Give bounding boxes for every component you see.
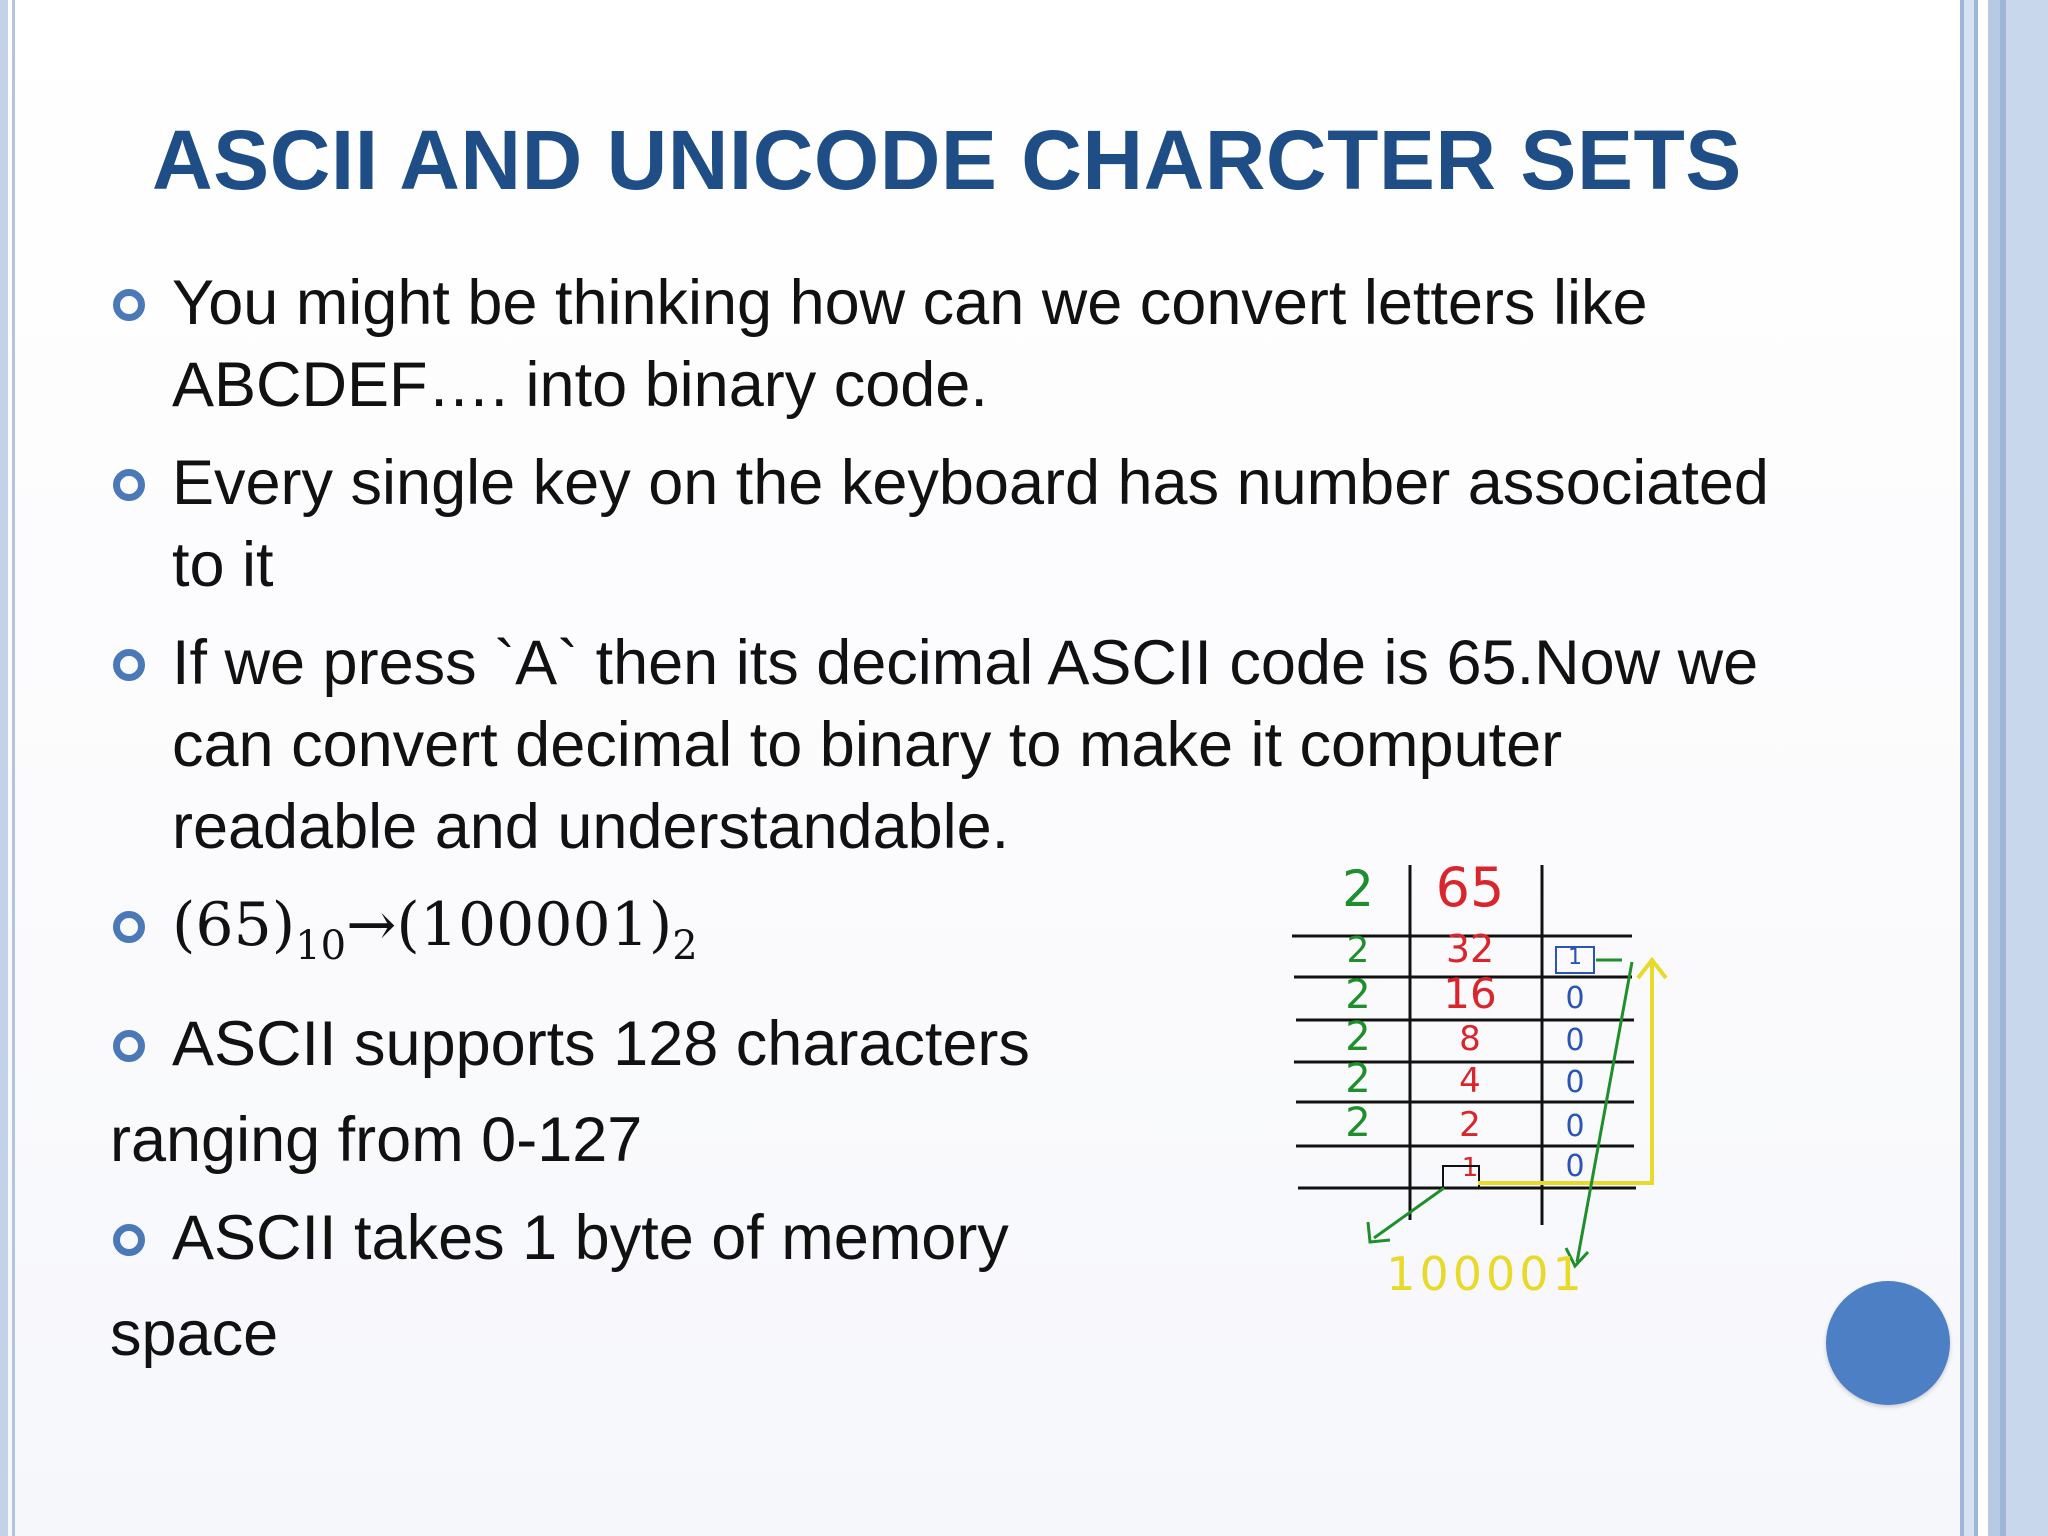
bullet-text-line: ABCDEF…. into binary code. bbox=[172, 350, 988, 420]
divisor-value: 2 bbox=[1346, 930, 1370, 971]
left-border-line-inner bbox=[12, 0, 15, 1536]
bullet-text-line: ASCII takes 1 byte of memory bbox=[172, 1203, 1009, 1273]
quotient-value: 2 bbox=[1459, 1105, 1481, 1145]
slide-title: ASCII AND UNICODE CHARCTER SETS bbox=[152, 113, 1742, 207]
right-frame-stripe bbox=[2006, 0, 2048, 1536]
bullet-item bbox=[110, 622, 1930, 868]
binary-conversion-diagram bbox=[1270, 850, 1690, 1320]
bullet-text-line: If we press `A` then its decimal ASCII code is 65.Now we bbox=[172, 628, 1759, 698]
continuation-text: ranging from 0-127 bbox=[110, 1105, 643, 1175]
formula-decimal-base: 10 bbox=[295, 923, 347, 969]
arrow-icon: → bbox=[346, 890, 397, 960]
bullet-text-line: can convert decimal to binary to make it computer bbox=[172, 710, 1563, 780]
continuation-text: space bbox=[110, 1299, 279, 1369]
left-border-line bbox=[0, 0, 8, 1536]
decorative-circle bbox=[1826, 1281, 1950, 1405]
remainder-value: 0 bbox=[1565, 981, 1585, 1016]
divisor-value: 2 bbox=[1345, 1100, 1371, 1146]
binary-result: 100001 bbox=[1386, 1247, 1586, 1301]
bullet-text-line: readable and understandable. bbox=[172, 792, 1010, 862]
right-frame-stripe bbox=[1978, 0, 1988, 1536]
bullet-ring-icon bbox=[113, 649, 145, 681]
divisor-value: 2 bbox=[1345, 1014, 1371, 1060]
quotient-value: 65 bbox=[1435, 856, 1505, 919]
green-arrow-line bbox=[1577, 962, 1632, 1262]
bullet-ring-icon bbox=[113, 911, 145, 943]
divisor-value: 2 bbox=[1345, 1056, 1371, 1102]
bullet-ring-icon bbox=[113, 469, 145, 501]
quotient-value: 4 bbox=[1459, 1061, 1481, 1101]
formula-decimal: 65 bbox=[195, 890, 272, 960]
bullet-text-line: ASCII supports 128 characters bbox=[172, 1009, 1030, 1079]
bullet-ring-icon bbox=[113, 289, 145, 321]
remainder-value: 0 bbox=[1565, 1109, 1585, 1144]
bullet-item bbox=[110, 262, 1930, 426]
right-frame-stripe bbox=[1988, 0, 2000, 1536]
green-arrow-head bbox=[1368, 1222, 1390, 1242]
bullet-text-line: Every single key on the keyboard has number associated bbox=[172, 448, 1769, 518]
quotient-value: 16 bbox=[1443, 969, 1497, 1018]
divisor-value: 2 bbox=[1342, 860, 1374, 918]
bullet-text-line: You might be thinking how can we convert letters like bbox=[172, 268, 1648, 338]
bullet-item bbox=[110, 442, 1930, 606]
remainder-value: 0 bbox=[1565, 1023, 1585, 1058]
remainder-value: 0 bbox=[1565, 1065, 1585, 1100]
formula-binary: 100001 bbox=[419, 890, 649, 960]
quotient-value: 1 bbox=[1461, 1153, 1479, 1183]
formula-binary-base: 2 bbox=[672, 923, 698, 969]
divisor-value: 2 bbox=[1345, 972, 1371, 1018]
remainder-value: 1 bbox=[1568, 945, 1582, 970]
quotient-value: 32 bbox=[1445, 927, 1495, 971]
conversion-formula: $(65)_{10}\to(100001)_2$ bbox=[172, 890, 698, 969]
bullet-ring-icon bbox=[113, 1224, 145, 1256]
remainder-value: 0 bbox=[1565, 1149, 1585, 1184]
bullet-ring-icon bbox=[113, 1030, 145, 1062]
bullet-text-line: to it bbox=[172, 530, 274, 600]
quotient-value: 8 bbox=[1459, 1019, 1481, 1059]
right-frame-stripe bbox=[1964, 0, 1974, 1536]
